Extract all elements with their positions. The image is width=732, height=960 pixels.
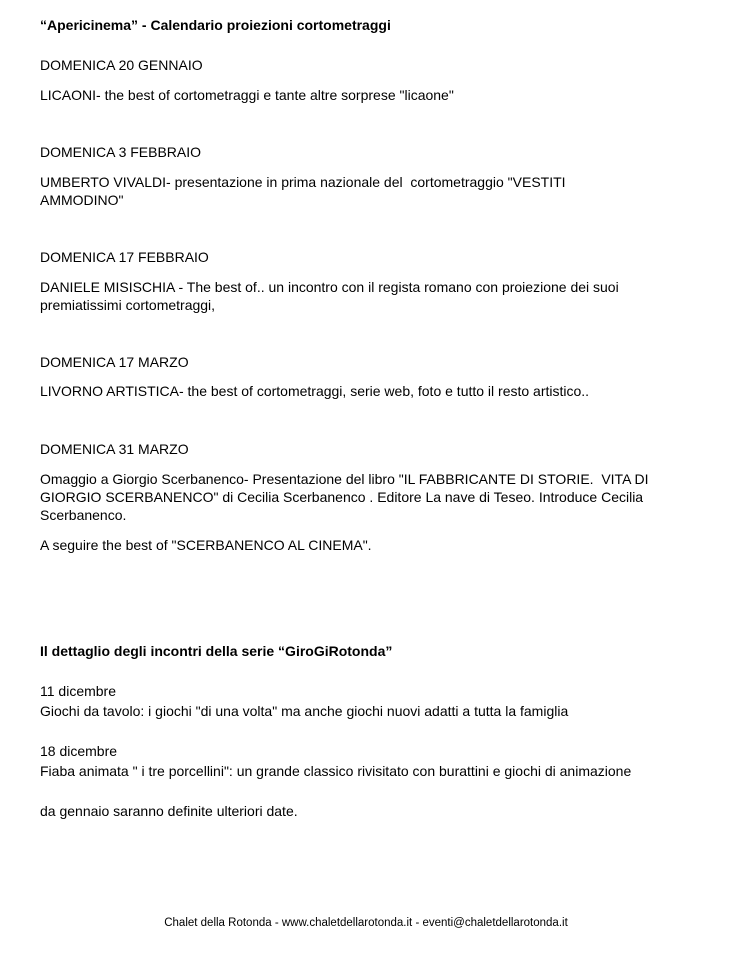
event-date: DOMENICA 17 FEBBRAIO (40, 249, 209, 265)
event-date: DOMENICA 3 FEBBRAIO (40, 144, 202, 160)
document-title: “Apericinema” - Calendario proiezioni cortometraggi (40, 17, 391, 33)
event-extra: A seguire the best of "SCERBANENCO AL CINEMA". (40, 537, 372, 553)
item-date: 11 dicembre (40, 683, 117, 699)
item-description: Fiaba animata " i tre porcellini": un grande classico rivisitato con burattini e giochi di animazione (40, 763, 632, 779)
event-date: DOMENICA 31 MARZO (40, 441, 189, 457)
page-footer: Chalet della Rotonda - www.chaletdellarotonda.it - eventi@chaletdellarotonda.it (164, 917, 568, 929)
event-description: UMBERTO VIVALDI- presentazione in prima nazionale del cortometraggio "VESTITI AMMODINO" (40, 174, 569, 208)
item-date: 18 dicembre (40, 743, 118, 759)
event-description: LICAONI- the best of cortometraggi e tante altre sorprese "licaone" (40, 87, 454, 103)
event-description: Omaggio a Giorgio Scerbanenco- Presentazione del libro "IL FABBRICANTE DI STORIE. VITA DI GIORGIO SCERBANENCO" di Cecilia Scerbanenco . Editore La nave di Teseo. Introduce Cecilia Scerbanenco. (40, 471, 653, 523)
item-description: Giochi da tavolo: i giochi "di una volta" ma anche giochi nuovi adatti a tutta la famiglia (40, 703, 569, 719)
event-date: DOMENICA 17 MARZO (40, 354, 189, 370)
section-title: Il dettaglio degli incontri della serie “GiroGiRotonda” (40, 643, 393, 659)
section-note: da gennaio saranno definite ulteriori date. (40, 803, 298, 819)
event-date: DOMENICA 20 GENNAIO (40, 57, 203, 73)
event-description: LIVORNO ARTISTICA- the best of cortometraggi, serie web, foto e tutto il resto artistico.. (40, 383, 590, 399)
event-description: DANIELE MISISCHIA - The best of.. un incontro con il regista romano con proiezione dei suoi premiatissimi cortometraggi, (40, 279, 623, 313)
